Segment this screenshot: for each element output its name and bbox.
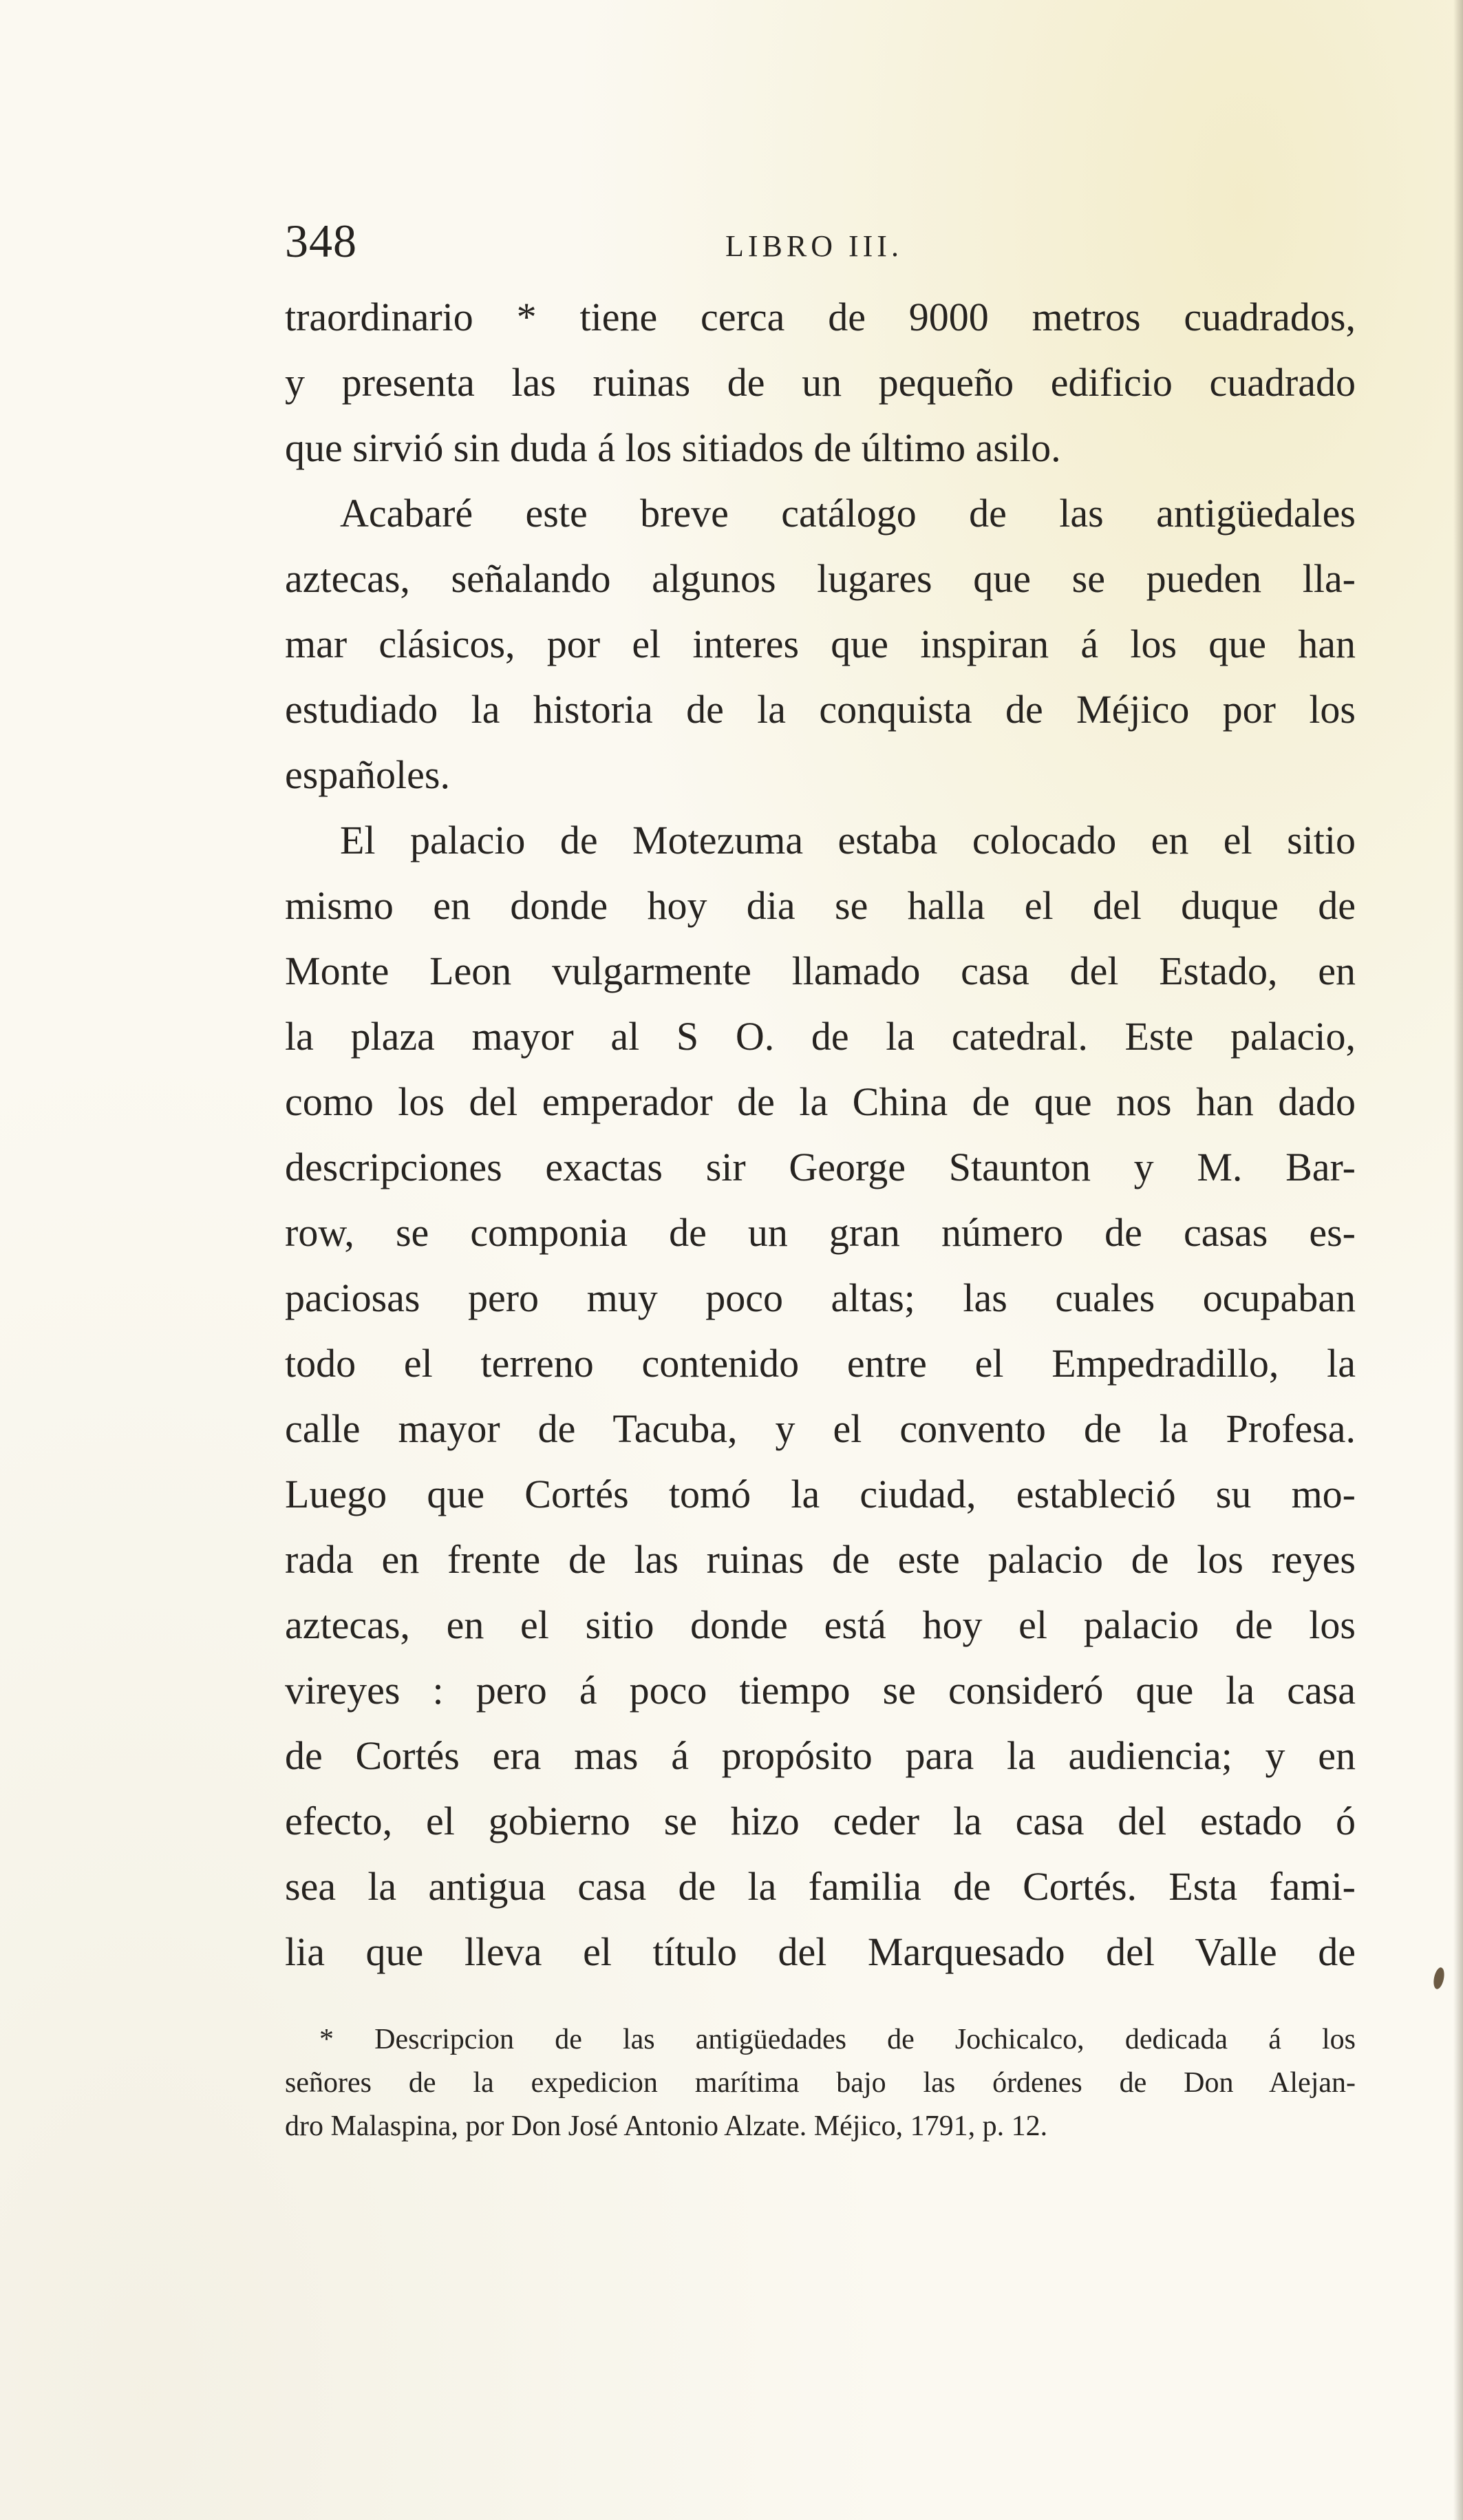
text-line: paciosas pero muy poco altas; las cuales ocupaban bbox=[285, 1275, 1356, 1320]
page-edge-shadow bbox=[1453, 0, 1463, 2520]
footnote-line: * Descripcion de las antigüedades de Jochicalco, dedicada á los bbox=[319, 2024, 1356, 2055]
page-header bbox=[285, 207, 1358, 282]
text-line: que sirvió sin duda á los sitiados de último asilo. bbox=[285, 425, 1061, 470]
text-line: españoles. bbox=[285, 752, 450, 797]
text-line: Luego que Cortés tomó la ciudad, estableció su mo- bbox=[285, 1472, 1356, 1516]
text-line: aztecas, en el sitio donde está hoy el palacio de los bbox=[285, 1602, 1356, 1647]
footnote-line: señores de la expedicion marítima bajo las órdenes de Don Alejan- bbox=[285, 2067, 1356, 2099]
footnote-line: dro Malaspina, por Don José Antonio Alzate. Méjico, 1791, p. 12. bbox=[285, 2110, 1048, 2142]
text-line: sea la antigua casa de la familia de Cortés. Esta fami- bbox=[285, 1864, 1356, 1909]
text-line: vireyes : pero á poco tiempo se consideró que la casa bbox=[285, 1668, 1356, 1713]
text-line: efecto, el gobierno se hizo ceder la casa del estado ó bbox=[285, 1799, 1356, 1843]
text-line: estudiado la historia de la conquista de Méjico por los bbox=[285, 687, 1356, 732]
text-line: mar clásicos, por el interes que inspiran á los que han bbox=[285, 622, 1356, 666]
text-line: Monte Leon vulgarmente llamado casa del Estado, en bbox=[285, 949, 1356, 993]
text-line: El palacio de Motezuma estaba colocado en el sitio bbox=[340, 818, 1356, 862]
text-line: calle mayor de Tacuba, y el convento de la Profesa. bbox=[285, 1406, 1356, 1451]
text-line: aztecas, señalando algunos lugares que se pueden lla- bbox=[285, 556, 1356, 601]
text-line: descripciones exactas sir George Staunton y M. Bar- bbox=[285, 1145, 1356, 1189]
text-line: row, se componia de un gran número de casas es- bbox=[285, 1210, 1356, 1255]
text-line: rada en frente de las ruinas de este palacio de los reyes bbox=[285, 1537, 1356, 1582]
text-line: Acabaré este breve catálogo de las antigüedales bbox=[340, 491, 1356, 536]
text-line: de Cortés era mas á propósito para la audiencia; y en bbox=[285, 1733, 1356, 1778]
text-line: como los del emperador de la China de que nos han dado bbox=[285, 1079, 1356, 1124]
running-head: LIBRO III. bbox=[725, 229, 903, 263]
text-line: la plaza mayor al S O. de la catedral. Este palacio, bbox=[285, 1014, 1356, 1059]
text-line: traordinario * tiene cerca de 9000 metros cuadrados, bbox=[285, 295, 1356, 339]
text-line: mismo en donde hoy dia se halla el del duque de bbox=[285, 883, 1356, 928]
text-line: y presenta las ruinas de un pequeño edificio cuadrado bbox=[285, 360, 1356, 405]
body-text bbox=[285, 284, 1356, 1984]
footnote bbox=[285, 2018, 1356, 2148]
text-line: lia que lleva el título del Marquesado del Valle de bbox=[285, 1929, 1356, 1974]
page-number: 348 bbox=[285, 215, 357, 267]
text-line: todo el terreno contenido entre el Empedradillo, la bbox=[285, 1341, 1356, 1386]
